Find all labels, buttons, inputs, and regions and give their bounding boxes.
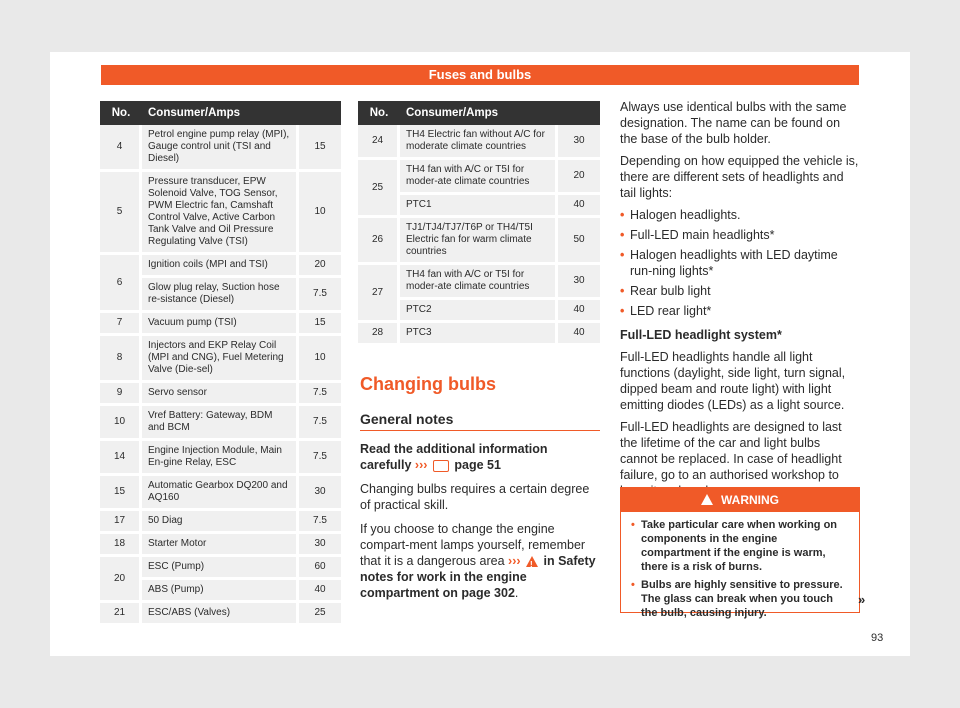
list-item: • LED rear light* [620, 303, 860, 319]
amps-cell: 40 [296, 580, 341, 603]
table-row [100, 172, 341, 255]
consumer-cell: Petrol engine pump relay (MPI), Gauge control unit (TSI and Diesel) [142, 125, 296, 172]
book-icon [433, 460, 449, 472]
paragraph-end: . [514, 586, 519, 600]
fuse-number: 9 [100, 383, 142, 406]
warning-item: • Bulbs are highly sensitive to pressure. The glass can break when you touch the bulb, causing injury. [631, 578, 849, 620]
amps-cell: 50 [555, 218, 600, 265]
table-row [100, 441, 341, 476]
subtitle-divider [360, 430, 600, 431]
table-row [358, 125, 600, 160]
arrow-marker: ››› [508, 554, 521, 568]
consumer-cell: Automatic Gearbox DQ200 and AQ160 [142, 476, 296, 511]
amps-cell: 25 [296, 603, 341, 626]
consumer-cell: Ignition coils (MPI and TSI) [142, 255, 296, 278]
consumer-cell: Vref Battery: Gateway, BDM and BCM [142, 406, 296, 441]
warning-body [621, 512, 859, 620]
fuse-number: 17 [100, 511, 142, 534]
list-item: • Full-LED main headlights* [620, 227, 860, 243]
fuse-number: 8 [100, 336, 142, 383]
consumer-cell: Servo sensor [142, 383, 296, 406]
warning-item: • Take particular care when working on components in the engine compartment if the engine is warm, there is a risk of burns. [631, 518, 849, 574]
table-row [100, 383, 341, 406]
table-row [100, 125, 341, 172]
fuse-table-left [100, 101, 341, 626]
consumer-cell: PTC2 [400, 300, 555, 323]
paragraph: Depending on how equipped the vehicle is, there are different sets of headlights and tail lights: [620, 154, 859, 200]
consumer-cell: TH4 Electric fan without A/C for moderate climate countries [400, 125, 555, 160]
table-row [100, 406, 341, 441]
consumer-cell: ESC/ABS (Valves) [142, 603, 296, 626]
warning-icon [701, 494, 713, 505]
consumer-cell: Starter Motor [142, 534, 296, 557]
warning-title: WARNING [721, 493, 779, 507]
consumer-cell: 50 Diag [142, 511, 296, 534]
page-number: 93 [871, 632, 884, 644]
amps-cell: 15 [296, 313, 341, 336]
consumer-cell: ABS (Pump) [142, 580, 296, 603]
list-item: • Rear bulb light [620, 283, 860, 299]
table-row [100, 557, 341, 580]
general-notes-text [360, 441, 600, 609]
read-info-text: Read the additional information carefully [360, 442, 548, 472]
table-row [100, 336, 341, 383]
column-header-consumer: Consumer/Amps [400, 101, 600, 125]
column-header-consumer: Consumer/Amps [142, 101, 341, 125]
table-row [358, 160, 600, 195]
amps-cell: 20 [555, 160, 600, 195]
paragraph [360, 521, 600, 601]
amps-cell: 30 [555, 265, 600, 300]
amps-cell: 30 [296, 534, 341, 557]
fuse-number: 27 [358, 265, 400, 323]
page-reference-link[interactable]: page 51 [454, 458, 501, 472]
consumer-cell: TH4 fan with A/C or T5I for moder-ate climate countries [400, 160, 555, 195]
amps-cell: 40 [555, 195, 600, 218]
amps-cell: 30 [555, 125, 600, 160]
continue-marker: » [858, 592, 866, 607]
arrow-marker: ››› [414, 458, 428, 472]
section-title: Changing bulbs [360, 374, 496, 394]
fuse-table-right [358, 101, 600, 346]
table-row [100, 534, 341, 557]
fuse-number: 6 [100, 255, 142, 313]
amps-cell: 60 [296, 557, 341, 580]
column-header-no: No. [100, 101, 142, 125]
paragraph-text: If you choose to change the engine compart-ment lamps yourself, remember that it is a dangerous area [360, 522, 586, 568]
amps-cell: 40 [555, 300, 600, 323]
consumer-cell: PTC3 [400, 323, 555, 346]
warning-box [620, 487, 860, 619]
fuse-number: 15 [100, 476, 142, 511]
fuse-number: 21 [100, 603, 142, 626]
section-header: Fuses and bulbs [101, 65, 859, 85]
consumer-cell: Pressure transducer, EPW Solenoid Valve, TOG Sensor, PWM Electric fan, Camshaft Control Valve, Active Carbon Tank Valve and Oil Pressure Regulating Valve (TSI) [142, 172, 296, 255]
table-header-row [358, 101, 600, 125]
table-row [358, 265, 600, 300]
bulb-info-text [620, 99, 860, 505]
amps-cell: 7.5 [296, 383, 341, 406]
fuse-number: 20 [100, 557, 142, 603]
paragraph: Always use identical bulbs with the same designation. The name can be found on the base of the bulb holder. [620, 100, 847, 146]
consumer-cell: Injectors and EKP Relay Coil (MPI and CNG), Fuel Metering Valve (Die-sel) [142, 336, 296, 383]
amps-cell: 10 [296, 336, 341, 383]
table-row [100, 511, 341, 534]
table-row [100, 476, 341, 511]
fuse-number: 10 [100, 406, 142, 441]
fuse-number: 18 [100, 534, 142, 557]
amps-cell: 30 [296, 476, 341, 511]
fuse-number: 28 [358, 323, 400, 346]
amps-cell: 15 [296, 125, 341, 172]
warning-icon [526, 556, 538, 567]
consumer-cell: ESC (Pump) [142, 557, 296, 580]
table-row [100, 603, 341, 626]
consumer-cell: Vacuum pump (TSI) [142, 313, 296, 336]
amps-cell: 7.5 [296, 278, 341, 313]
safety-notes-link[interactable]: in Safety notes for work in the engine compartment on page 302 [360, 554, 596, 600]
fuse-number: 25 [358, 160, 400, 218]
read-info-paragraph [360, 441, 600, 473]
amps-cell: 40 [555, 323, 600, 346]
headlight-list [620, 207, 860, 319]
consumer-cell: TH4 fan with A/C or T5I for moder-ate climate countries [400, 265, 555, 300]
subheading: Full-LED headlight system* [620, 328, 782, 342]
consumer-cell: TJ1/TJ4/TJ7/T6P or TH4/T5I Electric fan for warm climate countries [400, 218, 555, 265]
paragraph: Full-LED headlights handle all light functions (daylight, side light, turn signal, dipped beam and route light) with light emitting diodes (LEDs) as a light source. [620, 350, 846, 412]
table-row [100, 255, 341, 278]
section-subtitle: General notes [360, 411, 454, 427]
column-header-no: No. [358, 101, 400, 125]
consumer-cell: PTC1 [400, 195, 555, 218]
amps-cell: 10 [296, 172, 341, 255]
list-item: • Halogen headlights with LED daytime run-ning lights* [620, 247, 860, 279]
table-row [358, 323, 600, 346]
amps-cell: 7.5 [296, 441, 341, 476]
table-row [358, 218, 600, 265]
table-row [100, 313, 341, 336]
fuse-number: 5 [100, 172, 142, 255]
amps-cell: 7.5 [296, 406, 341, 441]
list-item: • Halogen headlights. [620, 207, 860, 223]
warning-header [621, 488, 859, 512]
table-header-row [100, 101, 341, 125]
amps-cell: 7.5 [296, 511, 341, 534]
fuse-number: 7 [100, 313, 142, 336]
fuse-number: 26 [358, 218, 400, 265]
fuse-number: 4 [100, 125, 142, 172]
amps-cell: 20 [296, 255, 341, 278]
fuse-number: 14 [100, 441, 142, 476]
consumer-cell: Glow plug relay, Suction hose re-sistance (Diesel) [142, 278, 296, 313]
paragraph: Full-LED headlights are designed to last the lifetime of the car and light bulbs cannot be replaced. In case of headlight failure, go to an authorised workshop to [620, 420, 842, 482]
paragraph: Changing bulbs requires a certain degree of practical skill. [360, 482, 590, 512]
fuse-number: 24 [358, 125, 400, 160]
consumer-cell: Engine Injection Module, Main En-gine Relay, ESC [142, 441, 296, 476]
